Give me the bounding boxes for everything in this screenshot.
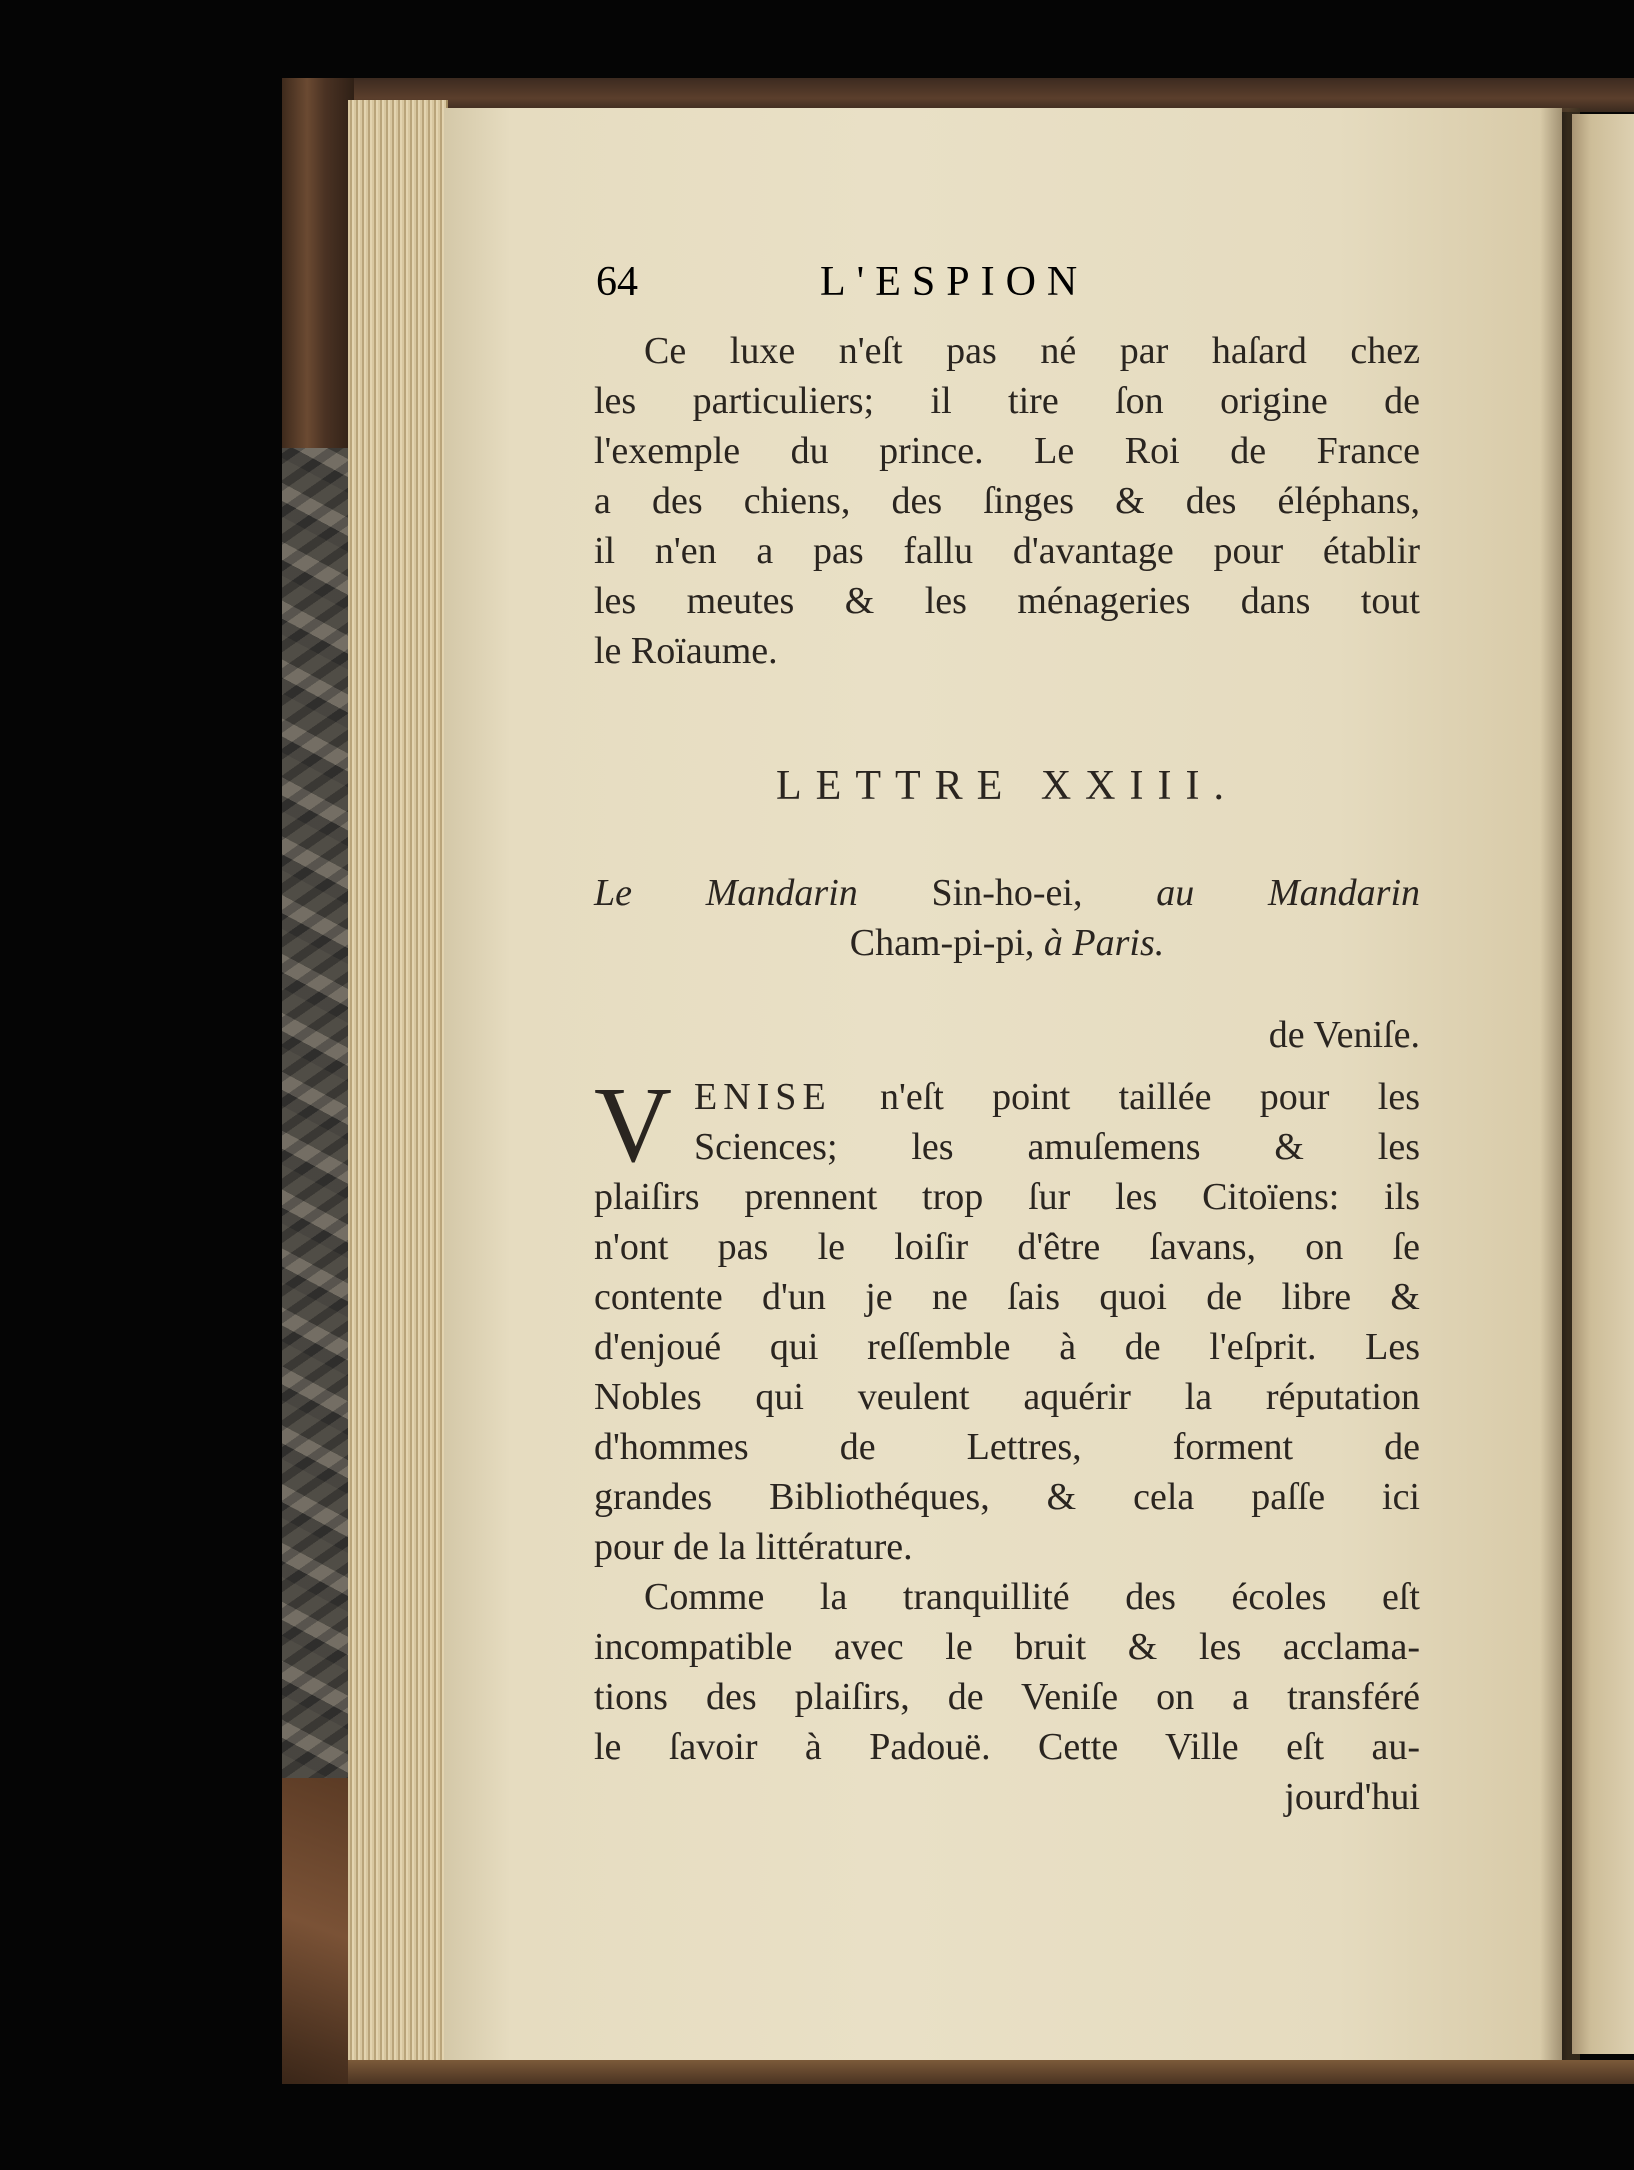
- text-line: a des chiens, des ſinges & des éléphans,: [594, 480, 1420, 522]
- text-line: les meutes & les ménageries dans tout: [594, 580, 1420, 622]
- text-line: le ſavoir à Padouë. Cette Ville eſt au-: [594, 1726, 1420, 1768]
- text-line: d'enjoué qui reſſemble à de l'eſprit. Les: [594, 1326, 1420, 1368]
- drop-cap: V: [594, 1066, 672, 1185]
- running-header: [596, 258, 1228, 314]
- text-line: tions des plaiſirs, de Veniſe on a transféré: [594, 1676, 1420, 1718]
- book-cover-bottom: [348, 2060, 1634, 2084]
- text-line-rest: n'eſt point taillée pour les: [880, 1076, 1421, 1118]
- place-line: de Veniſe.: [1268, 1014, 1420, 1056]
- salutation-sender: Sin-ho-ei,: [931, 872, 1083, 914]
- catchword: jourd'hui: [1284, 1776, 1420, 1818]
- text-line: plaiſirs prennent trop ſur les Citoïens: ils: [594, 1176, 1420, 1218]
- salutation-a: à: [1043, 922, 1063, 964]
- text-line: le Roïaume.: [594, 630, 778, 672]
- text-line: il n'en a pas fallu d'avantage pour établir: [594, 530, 1420, 572]
- text-line: les particuliers; il tire ſon origine de: [594, 380, 1420, 422]
- paragraph-luxe: [594, 326, 1420, 676]
- letter-heading: LETTRE XXIII.: [776, 763, 1238, 809]
- salutation-le: Le: [594, 872, 632, 914]
- page-number: 64: [596, 259, 638, 305]
- page-edges: [348, 100, 448, 2062]
- facing-page-edge: [1572, 114, 1634, 2054]
- salutation-mandarin: Mandarin: [705, 872, 858, 914]
- text-line: l'exemple du prince. Le Roi de France: [594, 430, 1420, 472]
- text-line: Sciences; les amuſemens & les: [694, 1126, 1420, 1168]
- salutation: [594, 868, 1420, 968]
- salutation-city: Paris.: [1072, 922, 1165, 964]
- salutation-recipient: Cham-pi-pi,: [849, 922, 1035, 964]
- text-line: contente d'un je ne ſais quoi de libre &: [594, 1276, 1420, 1318]
- running-title: L'ESPION: [820, 259, 1089, 305]
- text-line: Comme la tranquillité des écoles eſt: [644, 1576, 1420, 1618]
- paragraph-padoue: [594, 1572, 1420, 1772]
- text-line: d'hommes de Lettres, forment de: [594, 1426, 1420, 1468]
- text-line: incompatible avec le bruit & les acclama-: [594, 1626, 1420, 1668]
- text-line: Nobles qui veulent aquérir la réputation: [594, 1376, 1420, 1418]
- salutation-mandarin-2: Mandarin: [1268, 872, 1420, 914]
- text-line: pour de la littérature.: [594, 1526, 913, 1568]
- small-caps-word: ENISE: [694, 1076, 832, 1118]
- paragraph-venise: [594, 1066, 1421, 1572]
- salutation-au: au: [1156, 872, 1195, 914]
- book-cover-top: [282, 78, 1634, 112]
- text-line: n'ont pas le loiſir d'être ſavans, on ſe: [594, 1226, 1420, 1268]
- text-line: Ce luxe n'eſt pas né par haſard chez: [644, 330, 1420, 372]
- text-line: [594, 1072, 1420, 1122]
- text-line: grandes Bibliothéques, & cela paſſe ici: [594, 1476, 1420, 1518]
